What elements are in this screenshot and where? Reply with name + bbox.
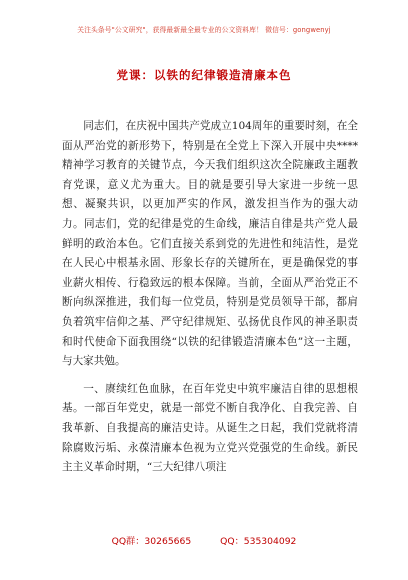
footer-qq-number: QQ：535304092 [220, 536, 297, 547]
body-paragraph-section-one: 一、赓续红色血脉，在百年党史中筑牢廉洁自律的思想根基。一部百年党史，就是一部党不断自我净化、自我完善、自我革新、自我提高的廉洁史诗。从诞生之日起，我们党就将清除腐败污垢、永葆清廉本色视为立党兴党强党的生命线。新民主主义革命时期，“三大纪律八项注 [62, 382, 358, 474]
footer-qq-group: QQ群：30265665 [111, 536, 192, 547]
body-paragraph-intro: 同志们，在庆祝中国共产党成立104周年的重要时刻，在全面从严治党的新形势下，特别是在全党上下深入开展中央****精神学习教育的关键节点，今天我们组织这次全院廉政主题教育党课，意义尤为重大。目的就是要引导大家进一步统一思想、凝聚共识，以更加严实的作风，激发担当作为的强大动力。同志们，党的纪律是党的生命线，廉洁自律是共产党人最鲜明的政治本色。它们直接关系到党的先进性和纯洁性，是党在人民心中根基永固、形象长存的关键所在，更是确保党的事业薪火相传、行稳致远的根本保障。当前，全面从严治党正不断向纵深推进，我们每一位党员，特别是党员领导干部，都肩负着筑牢信仰之基、严守纪律规矩、弘扬优良作风的神圣职责和时代使命下面我围绕“以铁的纪律锻造清廉本色”这一主题，与大家共勉。 [62, 120, 358, 368]
footer-contact [0, 533, 408, 547]
header-watermark-note: 关注头条号"公文研究"，获得最新最全最专业的公文资料库！ 微信号：gongwenyj [77, 26, 331, 34]
document-title: 党课：以铁的纪律锻造清廉本色 [116, 68, 292, 82]
document-body [62, 117, 358, 478]
